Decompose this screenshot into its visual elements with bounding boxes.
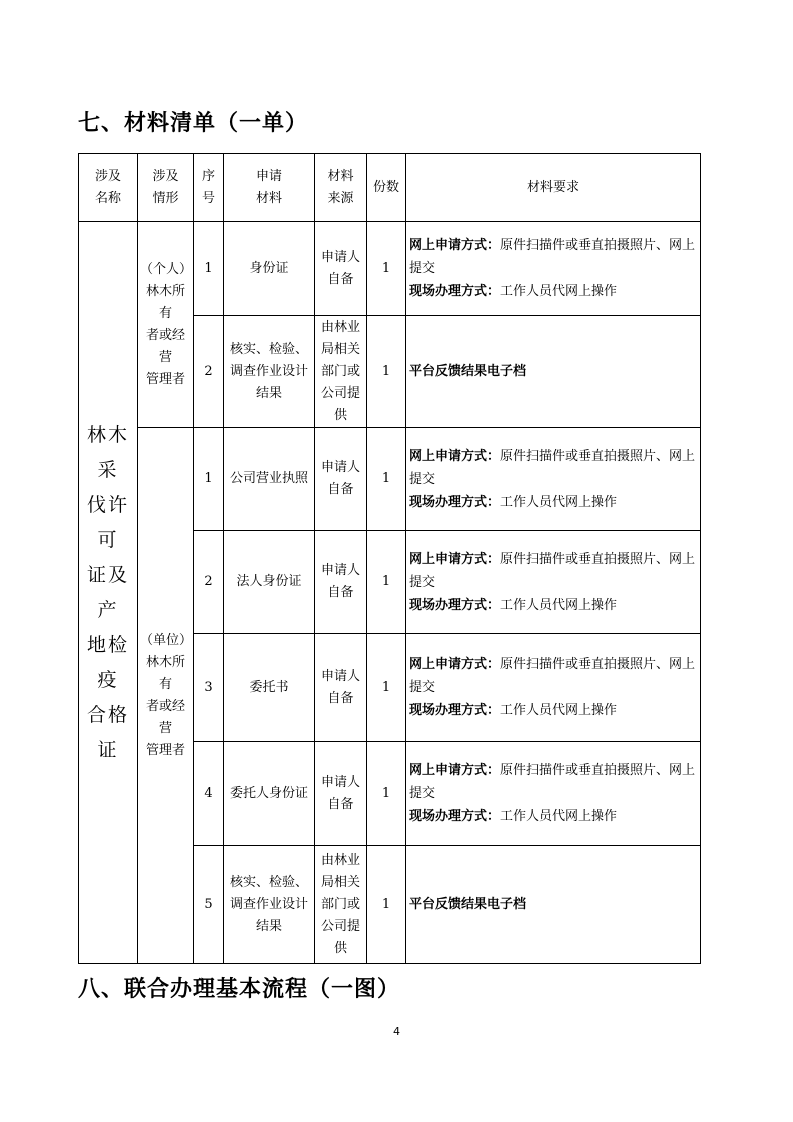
source-cell: 申请人 自备	[315, 222, 367, 316]
requirements-cell: 网上申请方式：原件扫描件或垂直拍摄照片、网上提交 现场办理方式：工作人员代网上操作	[406, 222, 701, 316]
section-8-heading: 八、联合办理基本流程（一图）	[78, 977, 401, 1002]
table-row	[79, 222, 701, 316]
material-cell: 委托书	[224, 634, 315, 742]
scenario-cell-individual: （个人） 林木所有 者或经营 管理者	[138, 222, 194, 428]
requirements-cell: 网上申请方式：原件扫描件或垂直拍摄照片、网上提交 现场办理方式：工作人员代网上操作	[406, 531, 701, 634]
seq-cell: 2	[194, 531, 224, 634]
source-cell: 由林业 局相关 部门或 公司提 供	[315, 846, 367, 964]
copies-cell: 1	[367, 222, 406, 316]
requirements-cell: 网上申请方式：原件扫描件或垂直拍摄照片、网上提交 现场办理方式：工作人员代网上操作	[406, 428, 701, 531]
table-row	[79, 428, 701, 531]
copies-cell: 1	[367, 742, 406, 846]
header-copies: 份数	[367, 154, 406, 222]
page-number: 4	[393, 1025, 400, 1038]
materials-table	[78, 153, 701, 964]
scenario-cell-organization: （单位） 林木所有 者或经营 管理者	[138, 428, 194, 964]
header-scenario: 涉及 情形	[138, 154, 194, 222]
material-cell: 法人身份证	[224, 531, 315, 634]
material-cell: 公司营业执照	[224, 428, 315, 531]
material-cell: 核实、检验、 调查作业设计 结果	[224, 316, 315, 428]
material-cell: 身份证	[224, 222, 315, 316]
source-cell: 由林业 局相关 部门或 公司提 供	[315, 316, 367, 428]
requirements-cell: 平台反馈结果电子档	[406, 846, 701, 964]
copies-cell: 1	[367, 531, 406, 634]
requirements-cell: 平台反馈结果电子档	[406, 316, 701, 428]
copies-cell: 1	[367, 846, 406, 964]
material-cell: 委托人身份证	[224, 742, 315, 846]
seq-cell: 1	[194, 428, 224, 531]
requirements-cell: 网上申请方式：原件扫描件或垂直拍摄照片、网上提交 现场办理方式：工作人员代网上操作	[406, 742, 701, 846]
source-cell: 申请人 自备	[315, 742, 367, 846]
source-cell: 申请人 自备	[315, 428, 367, 531]
material-cell: 核实、检验、 调查作业设计 结果	[224, 846, 315, 964]
copies-cell: 1	[367, 316, 406, 428]
seq-cell: 4	[194, 742, 224, 846]
copies-cell: 1	[367, 428, 406, 531]
source-cell: 申请人 自备	[315, 531, 367, 634]
requirements-cell: 网上申请方式：原件扫描件或垂直拍摄照片、网上提交 现场办理方式：工作人员代网上操作	[406, 634, 701, 742]
seq-cell: 2	[194, 316, 224, 428]
header-requirements: 材料要求	[406, 154, 701, 222]
header-source: 材料 来源	[315, 154, 367, 222]
header-subject: 涉及 名称	[79, 154, 138, 222]
header-row	[79, 154, 701, 222]
header-seq: 序号	[194, 154, 224, 222]
copies-cell: 1	[367, 634, 406, 742]
seq-cell: 3	[194, 634, 224, 742]
seq-cell: 5	[194, 846, 224, 964]
subject-name-cell: 林木采 伐许可 证及产 地检疫 合格证	[79, 222, 138, 964]
source-cell: 申请人 自备	[315, 634, 367, 742]
header-material: 申请 材料	[224, 154, 315, 222]
seq-cell: 1	[194, 222, 224, 316]
section-7-heading: 七、材料清单（一单）	[78, 111, 309, 136]
